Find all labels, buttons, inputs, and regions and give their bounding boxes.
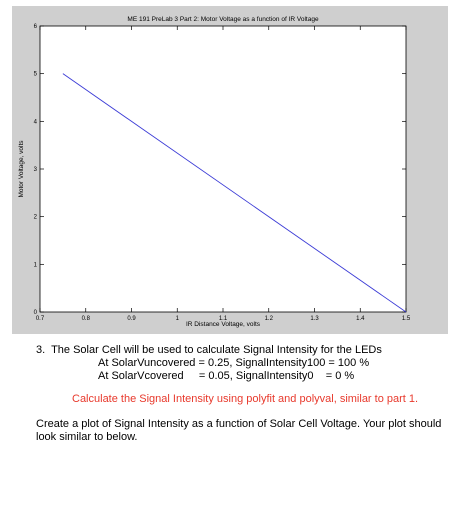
x-tick-label: 1.1	[218, 316, 228, 322]
question-text	[36, 344, 456, 444]
y-tick-label: 6	[33, 24, 37, 30]
plot-area	[40, 26, 406, 312]
red-instruction-note: Calculate the Signal Intensity using polyfit and polyval, similar to part 1.	[72, 393, 419, 405]
x-tick-label: 0.7	[35, 316, 45, 322]
question-line-1: 3. The Solar Cell will be used to calculate Signal Intensity for the LEDs	[36, 344, 382, 356]
y-tick-label: 1	[33, 262, 37, 269]
x-axis-label: IR Distance Voltage, volts	[185, 321, 261, 328]
x-tick-label: 1.4	[356, 316, 365, 322]
x-tick-label: 1	[175, 316, 179, 322]
plot-instructions: Create a plot of Signal Intensity as a function of Solar Cell Voltage. Your plot should look similar to below.	[36, 418, 442, 443]
x-tick-label: 1.2	[264, 316, 273, 322]
x-tick-label: 0.8	[81, 316, 90, 322]
x-tick-label: 1.5	[401, 316, 411, 322]
y-tick-label: 0	[33, 310, 37, 316]
line-chart	[12, 6, 448, 334]
y-tick-label: 2	[33, 214, 37, 221]
x-tick-label: 0.9	[127, 316, 136, 322]
question-line-2: At SolarVuncovered = 0.25, SignalIntensity100 = 100 %	[98, 357, 370, 369]
y-tick-label: 4	[33, 119, 37, 126]
question-line-3: At SolarVcovered = 0.05, SignalIntensity0 = 0 %	[98, 370, 355, 382]
chart-title: ME 191 PreLab 3 Part 2: Motor Voltage as a function of IR Voltage	[127, 16, 319, 23]
y-axis-label: Motor Voltage, volts	[18, 140, 25, 198]
x-tick-label: 1.3	[310, 316, 319, 322]
y-tick-label: 3	[33, 167, 37, 173]
matlab-figure-frame	[12, 6, 448, 334]
y-tick-label: 5	[33, 71, 37, 78]
